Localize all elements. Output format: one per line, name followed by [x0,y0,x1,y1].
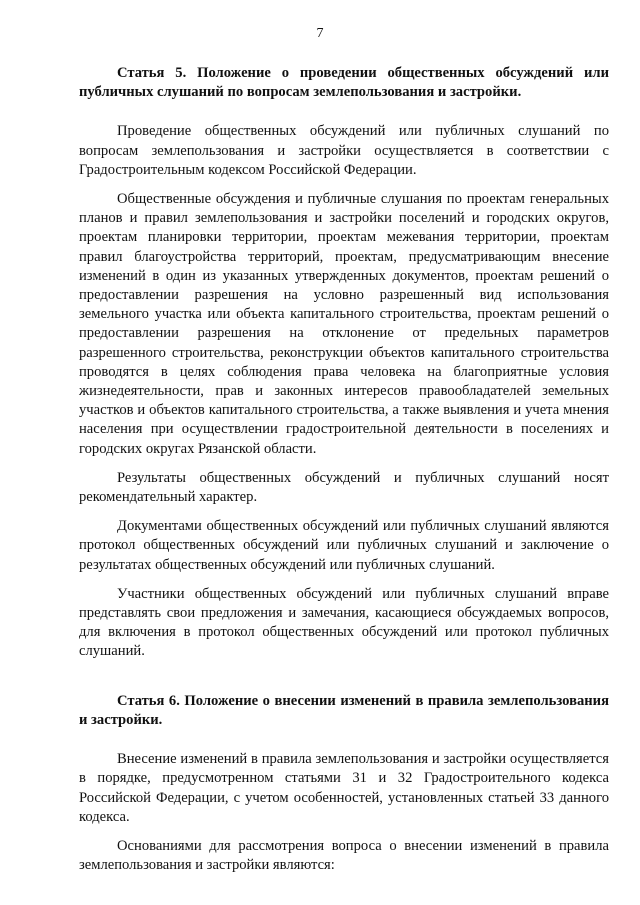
spacer [79,459,609,469]
article-5-paragraph: Результаты общественных обсуждений и публичных слушаний носят рекомендательный характер. [79,469,609,506]
spacer [79,180,609,190]
page-number: 7 [316,26,324,41]
article-5-paragraph: Проведение общественных обсуждений или публичных слушаний по вопросам землепользования и застройки осуществляется в соответствии с Градостроительным кодексом Российской Федерации. [79,123,609,178]
article-5-paragraph: Документами общественных обсуждений или публичных слушаний являются протокол общественных обсуждений или публичных слушаний и заключение о результатах общественных обсуждений или публичных слушаний. [79,518,609,573]
article-6-paragraph: Основаниями для рассмотрения вопроса о внесении изменений в правила землепользования и застройки являются: [79,837,609,874]
article-5-paragraph: Общественные обсуждения и публичные слушания по проектам генеральных планов и правил землепользования и застройки поселений и городских округов, проектам планировки территории, проектам межевания территории, проектам правил благоустройства территорий, проектам, предусматривающим внесение изменений в один из указанных утвержденных документов, проектам решений о предоставлении разрешения на условно разрешенный вид использования земельного участка или объекта капитального строительства, проектам решений о предоставлении разрешения на отклонение от предельных параметров разрешенного строительства, реконструкции объектов капитального строительства проводятся в целях соблюдения права человека на благоприятные условия жизнедеятельности, прав и законных интересов правообладателей земельных участков и объектов капитального строительства, а также выявления и учета мнения населения при осуществлении градостроительной деятельности в поселениях и городских округах Рязанской области. [79,191,609,457]
spacer [79,575,609,585]
article-5-heading: Статья 5. Положение о проведении общественных обсуждений или публичных слушаний по вопросам землепользования и застройки. [79,65,609,101]
article-5-paragraph: Участники общественных обсуждений или публичных слушаний вправе представлять свои предложения и замечания, касающиеся обсуждаемых вопросов, для включения в протокол общественных обсуждений или протокол публичных слушаний. [79,585,609,660]
document-body [79,64,609,875]
spacer [79,662,609,682]
article-6-heading: Статья 6. Положение о внесении изменений в правила землепользования и застройки. [79,692,609,728]
article-6-paragraph: Внесение изменений в правила землепользования и застройки осуществляется в порядке, предусмотренном статьями 31 и 32 Градостроительного кодекса Российской Федерации, с учетом особенностей, установленных статьей 33 данного кодекса. [79,751,609,825]
spacer [79,827,609,837]
spacer [79,730,609,750]
spacer [79,102,609,122]
spacer [79,507,609,517]
spacer [79,682,609,692]
